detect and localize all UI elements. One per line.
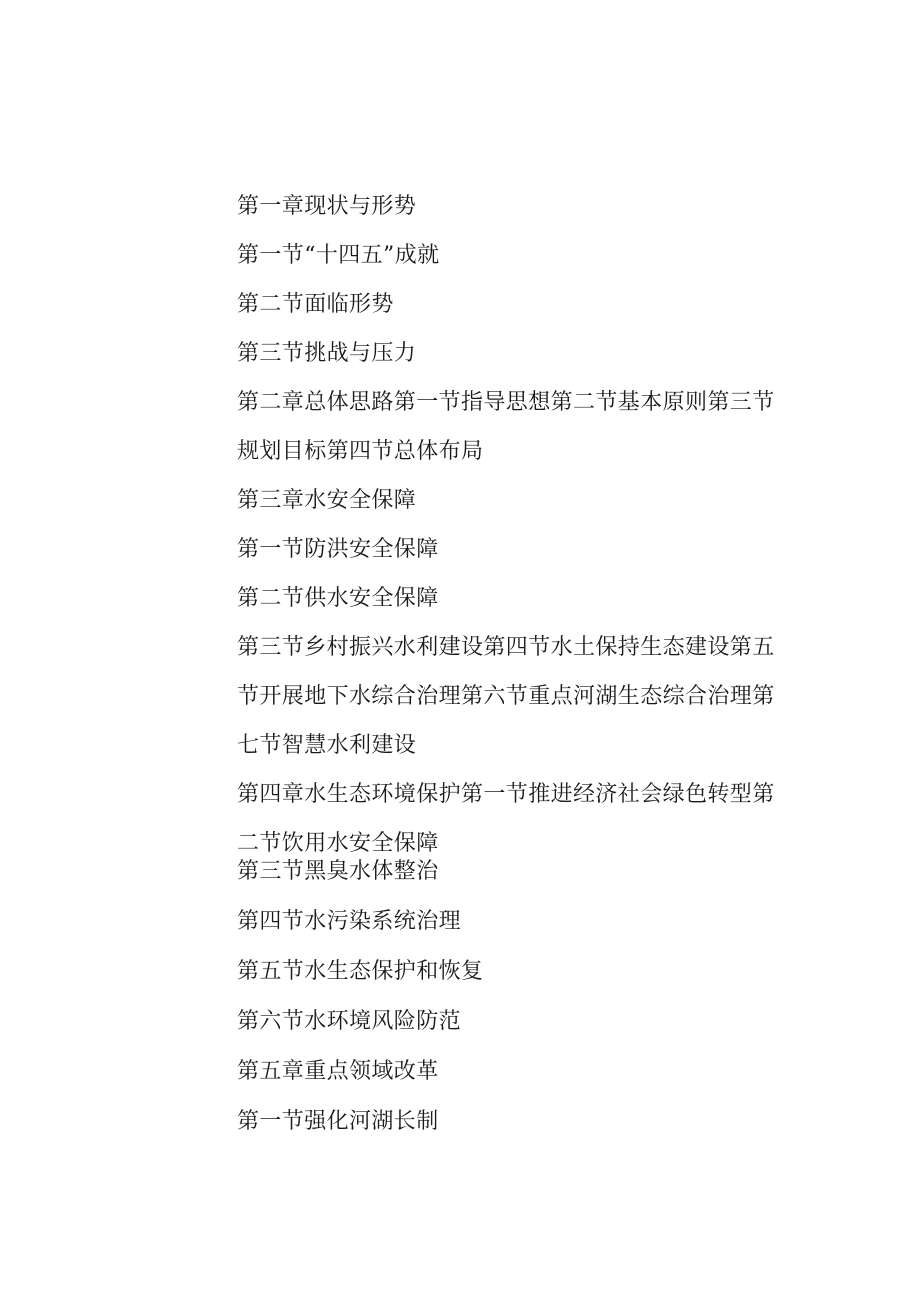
toc-line-section: 第二节供水安全保障: [237, 586, 439, 611]
toc-line-chapter-2: 第二章总体思路第一节指导思想第二节基本原则第三节: [237, 390, 775, 415]
toc-line-section: 第六节水环境风险防范: [237, 1009, 462, 1034]
toc-line-section: 第一节强化河湖长制: [237, 1109, 439, 1134]
toc-line-continuation: 规划目标第四节总体布局: [237, 439, 484, 464]
toc-line-chapter-5: 第五章重点领域改革: [237, 1059, 439, 1084]
toc-line-chapter-3: 第三章水安全保障: [237, 488, 417, 513]
toc-line-continuation: 二节饮用水安全保障: [237, 831, 439, 856]
toc-line-section: 第三节乡村振兴水利建设第四节水土保持生态建设第五: [237, 635, 775, 660]
toc-line-section: 第三节黑臭水体整治: [237, 859, 439, 884]
toc-line-section: 第一节“十四五”成就: [237, 243, 440, 268]
toc-line-continuation: 节开展地下水综合治理第六节重点河湖生态综合治理第: [237, 684, 775, 709]
toc-line-section: 第四节水污染系统治理: [237, 909, 462, 934]
toc-line-chapter-1: 第一章现状与形势: [237, 194, 417, 219]
toc-line-section: 第五节水生态保护和恢复: [237, 959, 484, 984]
toc-line-section: 第二节面临形势: [237, 292, 394, 317]
toc-line-chapter-4: 第四章水生态环境保护第一节推进经济社会绿色转型第: [237, 782, 775, 807]
toc-line-section: 第一节防洪安全保障: [237, 537, 439, 562]
toc-line-section: 第三节挑战与压力: [237, 341, 417, 366]
toc-line-continuation: 七节智慧水利建设: [237, 733, 417, 758]
